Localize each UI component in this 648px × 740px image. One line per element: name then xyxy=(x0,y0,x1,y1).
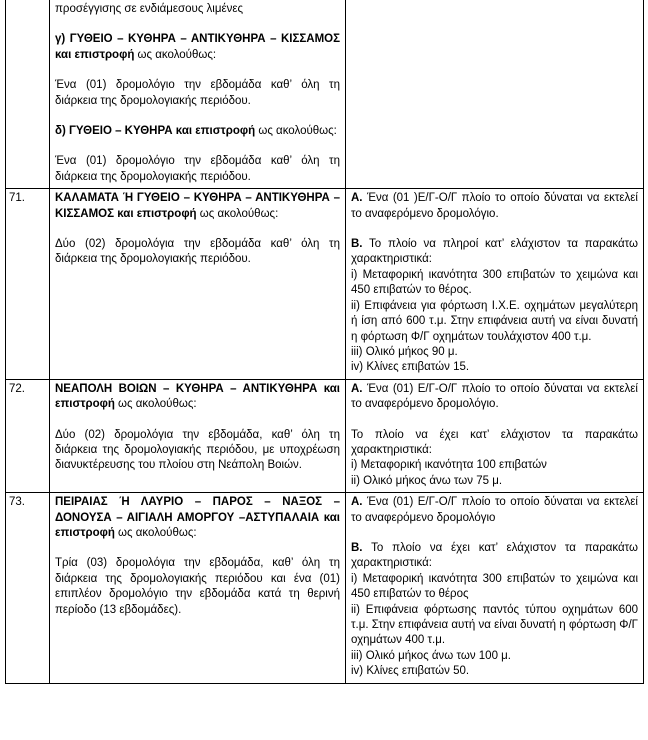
requirements-cell xyxy=(346,0,644,189)
route-g-title: γ) ΓΥΘΕΙΟ – ΚΥΘΗΡΑ – ΑΝΤΙΚΥΘΗΡΑ – ΚΙΣΣΑΜΟΣ και επιστροφή xyxy=(55,33,340,61)
spec-item: iv) Κλίνες επιβατών 15. xyxy=(351,361,470,374)
table-row-72 xyxy=(6,379,644,492)
route-schedule: Τρία (03) δρομολόγια την εβδομάδα, καθ’ όλη τη διάρκεια της δρομολογιακής περιόδου και ένα (01) επιπλέον δρομολόγιο την εβδομάδα κατά τη θερινή περίοδο (13 εβδομάδες). xyxy=(55,557,340,616)
requirement-a: Α. Ένα (01) Ε/Γ-Ο/Γ πλοίο το οποίο δύναται να εκτελεί το αναφερόμενο δρομολόγιο xyxy=(351,496,638,524)
route-title: ΝΕΑΠΟΛΗ ΒΟΙΩΝ – ΚΥΘΗΡΑ – ΑΝΤΙΚΥΘΗΡΑ και επιστροφή ως ακολούθως: xyxy=(55,382,340,411)
requirement-b: Β. Το πλοίο να πληροί κατ’ ελάχιστον τα παρακάτω χαρακτηριστικά: xyxy=(351,238,638,266)
route-d-schedule: Ένα (01) δρομολόγιο την εβδομάδα καθ’ όλη τη διάρκεια της δρομολογιακής περιόδου. xyxy=(55,155,340,183)
requirements-cell xyxy=(346,493,644,683)
spec-item: iii) Ολικό μήκος άνω των 100 μ. xyxy=(351,649,511,662)
continuation-text: προσέγγισης σε ενδιάμεσους λιμένες xyxy=(55,3,244,15)
route-cell xyxy=(50,189,346,379)
requirement-b: Το πλοίο να έχει κατ’ ελάχιστον τα παρακάτω χαρακτηριστικά: xyxy=(351,428,638,456)
route-d: δ) ΓΥΘΕΙΟ – ΚΥΘΗΡΑ και επιστροφή ως ακολούθως: xyxy=(55,125,337,138)
spec-item: ii) Ολικό μήκος άνω των 75 μ. xyxy=(351,474,503,487)
route-title: ΠΕΙΡΑΙΑΣ Ή ΛΑΥΡΙΟ – ΠΑΡΟΣ – ΝΑΞΟΣ – ΔΟΝΟΥΣΑ – ΑΙΓΙΑΛΗ ΑΜΟΡΓΟΥ –ΑΣΤΥΠΑΛΑΙΑ και επιστροφή ως ακολούθως: xyxy=(55,496,340,539)
route-g: γ) ΓΥΘΕΙΟ – ΚΥΘΗΡΑ – ΑΝΤΙΚΥΘΗΡΑ – ΚΙΣΣΑΜΟΣ και επιστροφή ως ακολούθως: xyxy=(55,33,340,61)
requirement-a: Α. Ένα (01) Ε/Γ-Ο/Γ πλοίο το οποίο δύναται να εκτελεί το αναφερόμενο δρομολόγιο. xyxy=(351,382,638,411)
routes-table xyxy=(5,0,644,684)
spec-item: ii) Επιφάνεια φόρτωσης παντός τύπου οχημάτων 600 τ.μ. Στην επιφάνεια αυτή να είναι δυνατή η φόρτωση Φ/Γ οχημάτων 400 τ.μ. xyxy=(351,603,638,647)
table-row-71 xyxy=(6,189,644,379)
route-schedule: Δύο (02) δρομολόγια την εβδομάδα, καθ’ όλη τη διάρκεια της δρομολογιακής περιόδου, με υποχρέωση διανυκτέρευσης του πλοίου στη Νεάπολη Βοιών. xyxy=(55,428,340,472)
route-d-title: δ) ΓΥΘΕΙΟ – ΚΥΘΗΡΑ και επιστροφή xyxy=(55,125,256,138)
route-cell xyxy=(50,0,346,189)
spec-item: iv) Κλίνες επιβατών 50. xyxy=(351,665,470,678)
route-cell xyxy=(50,493,346,683)
spec-item: i) Μεταφορική ικανότητα 300 επιβατών το χειμώνα και 450 επιβατών το θέρος xyxy=(351,572,638,601)
requirement-b: Β. Το πλοίο να έχει κατ’ ελάχιστον τα παρακάτω χαρακτηριστικά: xyxy=(351,541,638,570)
row-number: 73. xyxy=(6,493,50,683)
route-cell xyxy=(50,379,346,492)
table-row-continuation xyxy=(6,0,644,189)
spec-item: iii) Ολικό μήκος 90 μ. xyxy=(351,345,458,358)
spec-item: i) Μεταφορική ικανότητα 100 επιβατών xyxy=(351,459,547,472)
requirements-cell xyxy=(346,379,644,492)
spec-item: ii) Επιφάνεια για φόρτωση Ι.Χ.Ε. οχημάτων μεγαλύτερη ή ίση από 600 τ.μ. Στην επιφάνεια αυτή να είναι δυνατή η φόρτωση Φ/Γ οχημάτων τουλάχιστον 400 τ.μ. xyxy=(351,299,638,343)
row-number: 72. xyxy=(6,379,50,492)
route-g-schedule: Ένα (01) δρομολόγιο την εβδομάδα καθ’ όλη τη διάρκεια της δρομολογιακής περιόδου. xyxy=(55,79,340,107)
row-number: 71. xyxy=(6,189,50,379)
spec-item: i) Μεταφορική ικανότητα 300 επιβατών το χειμώνα και 450 επιβατών το θέρος. xyxy=(351,268,638,297)
number-cell xyxy=(6,0,50,189)
requirement-a: Α. Ένα (01 )Ε/Γ-Ο/Γ πλοίο το οποίο δύναται να εκτελεί το αναφερόμενο δρομολόγιο. xyxy=(351,192,638,220)
route-schedule: Δύο (02) δρομολόγια την εβδομάδα καθ’ όλη τη διάρκεια της δρομολογιακής περιόδου. xyxy=(55,238,340,266)
route-title: ΚΑΛΑΜΑΤΑ Ή ΓΥΘΕΙΟ – ΚΥΘΗΡΑ – ΑΝΤΙΚΥΘΗΡΑ – ΚΙΣΣΑΜΟΣ και επιστροφή ως ακολούθως: xyxy=(55,192,340,220)
requirements-cell xyxy=(346,189,644,379)
table-row-73 xyxy=(6,493,644,683)
